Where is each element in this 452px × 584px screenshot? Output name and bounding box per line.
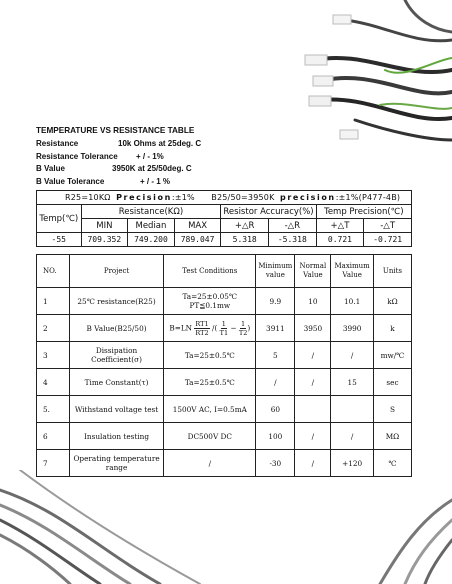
specification-table <box>36 254 412 477</box>
row-units: ℃ <box>373 450 411 477</box>
table-row <box>37 315 412 342</box>
formula-fraction-r <box>194 320 209 337</box>
row-units: mw/℃ <box>373 342 411 369</box>
header-no: NO. <box>37 255 70 288</box>
row-normal: / <box>295 369 331 396</box>
summary-value: -5.318 <box>269 233 317 247</box>
formula-fraction-t1 <box>220 320 228 337</box>
header-units: Units <box>373 255 411 288</box>
spec-label: Resistance <box>36 139 79 149</box>
precision-value: :±1% <box>171 193 195 202</box>
table-row <box>37 288 412 315</box>
formula-one: 1 <box>241 319 246 328</box>
row-min: / <box>256 369 295 396</box>
header-project: Project <box>69 255 163 288</box>
row-project: 25℃ resistance(R25) <box>69 288 163 315</box>
cable-photo-top <box>285 0 452 150</box>
col-plus-dt: +△T <box>316 219 364 233</box>
accuracy-header: Resistor Accuracy(%) <box>221 205 316 219</box>
row-project: B Value(B25/50) <box>69 315 163 342</box>
summary-value: 749.200 <box>128 233 175 247</box>
col-minus-dt: -△T <box>364 219 412 233</box>
row-normal: / <box>295 450 331 477</box>
precision2-value: :±1%(P477-4B) <box>335 193 401 202</box>
summary-value: -55 <box>37 233 82 247</box>
summary-value: 0.721 <box>316 233 364 247</box>
row-max: 10.1 <box>331 288 374 315</box>
precision2-word: precision <box>280 193 336 202</box>
col-plus-dr: +△R <box>221 219 269 233</box>
resistance-summary-table <box>36 190 412 247</box>
header-normal: Normal Value <box>295 255 331 288</box>
summary-value: -0.721 <box>364 233 412 247</box>
row-min: 100 <box>256 423 295 450</box>
row-normal: 3950 <box>295 315 331 342</box>
spec-value: + / - 1 % <box>140 176 171 186</box>
table-row <box>37 423 412 450</box>
row-no: 6 <box>37 423 70 450</box>
formula-t1: T1 <box>219 328 229 337</box>
summary-title-row <box>37 191 412 205</box>
r25-value: R25=10KΩ <box>65 193 111 202</box>
row-conditions: DC500V DC <box>164 423 256 450</box>
formula-fraction-t2 <box>239 320 247 337</box>
row-units: MΩ <box>373 423 411 450</box>
row-conditions: Ta=25±0.5℃ <box>164 342 256 369</box>
spec-label: Resistance Tolerance <box>36 151 118 161</box>
row-conditions <box>164 288 256 315</box>
row-units: k <box>373 315 411 342</box>
row-conditions: Ta=25±0.5℃ <box>164 369 256 396</box>
row-units: sec <box>373 369 411 396</box>
spec-block <box>36 125 202 188</box>
formula-r1: RT1 <box>195 319 209 328</box>
cable-photo-bottom <box>0 470 452 584</box>
row-project: Operating temperature range <box>69 450 163 477</box>
row-max: 3990 <box>331 315 374 342</box>
spec-value: + / - 1% <box>136 151 164 161</box>
row-normal: / <box>295 342 331 369</box>
row-units: S <box>373 396 411 423</box>
condition-line: PT≦0.1mw <box>189 301 231 310</box>
precision-word: Precision <box>116 193 172 202</box>
row-normal: / <box>295 423 331 450</box>
row-max: / <box>331 423 374 450</box>
col-min: MIN <box>81 219 128 233</box>
col-median: Median <box>128 219 175 233</box>
row-no: 2 <box>37 315 70 342</box>
spec-row <box>36 151 194 163</box>
spec-row <box>36 138 202 150</box>
row-min: 5 <box>256 342 295 369</box>
row-no: 7 <box>37 450 70 477</box>
row-min: -30 <box>256 450 295 477</box>
row-max: +120 <box>331 450 374 477</box>
spec-label: B Value Tolerance <box>36 176 105 186</box>
col-max: MAX <box>174 219 221 233</box>
resistance-header: Resistance(KΩ) <box>81 205 221 219</box>
spec-label: B Value <box>36 164 65 174</box>
b-value: B25/50=3950K <box>211 193 275 202</box>
spec-value: 3950K at 25/50deg. C <box>112 164 192 174</box>
row-project: Dissipation Coefficient(σ) <box>69 342 163 369</box>
row-max <box>331 396 374 423</box>
summary-value: 789.047 <box>174 233 221 247</box>
formula-r2: RT2 <box>195 328 209 337</box>
b-value-formula: B=LN $\frac{RT1}{RT2}$ /( $\frac{1}{T1}$ − $\frac{1}{T2}$ ) <box>164 315 256 342</box>
formula-t2: T2 <box>238 328 248 337</box>
row-no: 3 <box>37 342 70 369</box>
col-minus-dr: -△R <box>269 219 317 233</box>
row-units: kΩ <box>373 288 411 315</box>
row-min: 9.9 <box>256 288 295 315</box>
table-row <box>37 396 412 423</box>
formula-prefix: B=LN <box>169 323 193 332</box>
spec-row <box>36 163 194 175</box>
row-conditions: 1500V AC, I=0.5mA <box>164 396 256 423</box>
row-normal <box>295 396 331 423</box>
row-no: 5. <box>37 396 70 423</box>
spec-value: 10k Ohms at 25deg. C <box>118 139 202 149</box>
header-conditions: Test Conditions <box>164 255 256 288</box>
row-project: Time Constant(τ) <box>69 369 163 396</box>
temp-precision-header: Temp Precision(℃) <box>316 205 411 219</box>
row-conditions: / <box>164 450 256 477</box>
row-no: 4 <box>37 369 70 396</box>
row-project: Withstand voltage test <box>69 396 163 423</box>
row-normal: 10 <box>295 288 331 315</box>
row-max: 15 <box>331 369 374 396</box>
row-max: / <box>331 342 374 369</box>
table-row <box>37 342 412 369</box>
table-row <box>37 450 412 477</box>
summary-value: 5.318 <box>221 233 269 247</box>
formula-one: 1 <box>221 319 226 328</box>
header-max: Maximum Value <box>331 255 374 288</box>
row-min: 60 <box>256 396 295 423</box>
row-project: Insulation testing <box>69 423 163 450</box>
table-row <box>37 369 412 396</box>
spec-title: TEMPERATURE VS RESISTANCE TABLE <box>36 126 195 135</box>
condition-line: Ta=25±0.05℃ <box>182 292 238 301</box>
summary-value: 709.352 <box>81 233 128 247</box>
row-no: 1 <box>37 288 70 315</box>
row-min: 3911 <box>256 315 295 342</box>
spec-row <box>36 176 194 188</box>
header-min: Minimum value <box>256 255 295 288</box>
temp-label: Temp(℃) <box>37 205 82 233</box>
